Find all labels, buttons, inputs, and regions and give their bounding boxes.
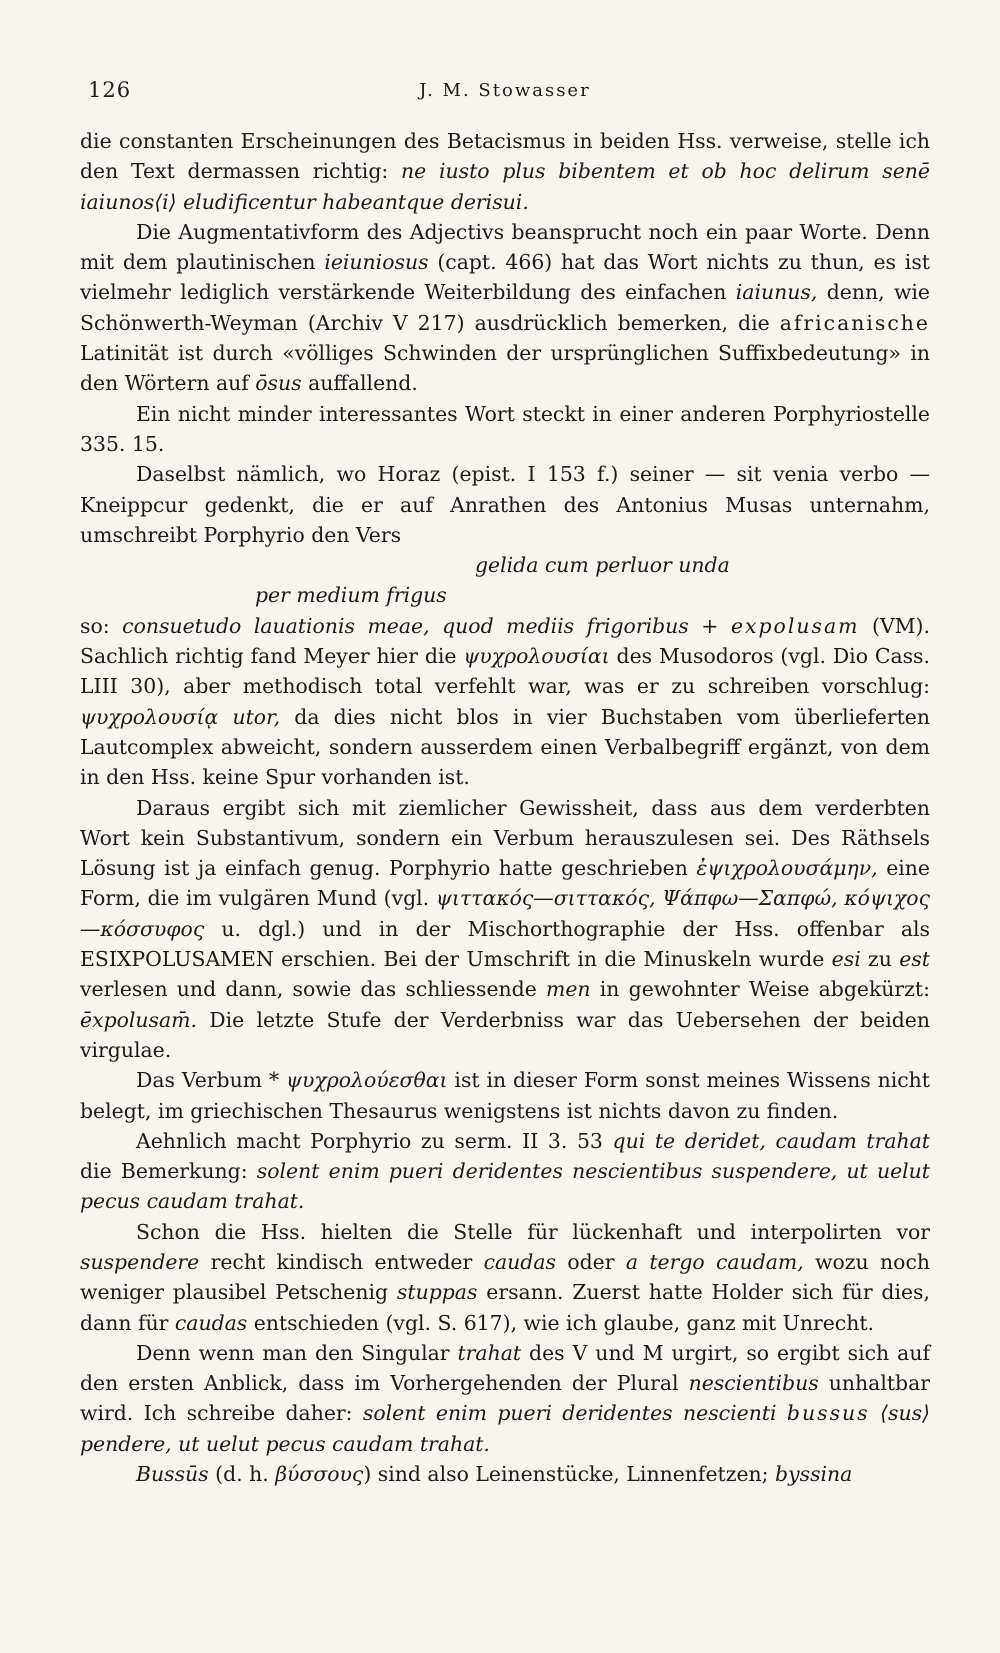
text-run: Latinität ist durch «völliges Schwinden der ursprünglichen Suffixbedeutung» in den Wörtern auf [80,341,930,396]
text-run: (capt. 466) hat das Wort nichts zu thun, es ist vielmehr lediglich verstärkende Weiterbildung des einfachen [80,250,930,305]
latin-word: trahat [457,1340,522,1365]
greek-word: ψυχρολουσίᾳ [80,704,219,729]
greek-word: ψυχρολούεσθαι [286,1068,448,1093]
latin-word: byssina [775,1462,853,1487]
text-run: eine Form, die im vulgären Mund (vgl. [80,856,930,911]
text-run: Die letzte Stufe der Verderbniss war das Uebersehen der beiden virgulae. [80,1007,930,1062]
body-text [80,126,930,1489]
latin-word: Bussūs [136,1462,209,1487]
text-run [218,705,232,729]
latin-word: esi [831,947,861,972]
latin-quote: solent enim pueri deridentes nescienti [362,1401,787,1426]
text-run: Daraus ergibt sich mit ziemlicher Gewissheit, dass aus dem verderbten Wort kein Substantivum, sondern ein Verbum herauszulesen sei. Des Räthsels Lösung ist ja einfach genug. Porphyrio hatte geschrieben [80,795,930,881]
latin-quote: ⟨sus⟩pendere, ut uelut pecus caudam trahat. [80,1401,930,1456]
latin-quote: ne iusto plus bibentem et ob hoc delirum senē iaiunos⟨i⟩ eludificentur habeantque derisui. [80,159,930,214]
spaced-word: bussus [786,1401,870,1426]
text-run: auffallend. [301,371,418,396]
text-run: (d. h. [208,1462,276,1487]
text-run: ) sind also Leinenstücke, Linnenfetzen; [363,1462,776,1487]
latin-word: stuppas [396,1280,478,1305]
text-run: recht kindisch entweder [199,1249,484,1274]
text-run: des V und M urgirt, so ergibt sich auf den ersten Anblick, dass im Vorhergehenden der Plural [80,1340,930,1396]
latin-word: nescientibus [688,1371,819,1396]
page-number: 126 [88,78,132,102]
latin-word: caudas [174,1310,248,1335]
latin-quote: qui te deridet, caudam trahat [612,1128,930,1153]
paragraph [80,1338,930,1459]
text-run: Das Verbum * [136,1068,287,1093]
greek-word: βύσσους [275,1462,364,1487]
latin-word: men [546,977,591,1002]
text-run: oder [555,1249,626,1274]
latin-word: a tergo caudam, [625,1249,804,1274]
text-run: in gewohnter Weise abgekürzt: [590,977,930,1002]
text-run: Aehnlich macht Porphyrio zu serm. II 3. 53 [136,1128,613,1153]
running-title: J. M. Stowasser [419,80,591,101]
spaced-word: expolusam [730,613,860,638]
text-run: Denn wenn man den Singular [136,1340,458,1365]
latin-word: caudas [483,1249,556,1274]
text-run: unhaltbar wird. Ich schreibe daher: [80,1371,930,1426]
paragraph [80,217,930,399]
paragraph [80,1126,930,1217]
latin-quote: solent enim pueri deridentes nescientibus suspendere, ut uelut pecus caudam trahat. [80,1159,930,1214]
paragraph [80,1065,930,1126]
latin-quote: consuetudo lauationis meae, quod mediis frigoribus [122,613,689,638]
verse-line: per medium frigus [255,583,447,608]
spaced-word: africanische [779,310,930,335]
text-run: entschieden (vgl. S. 617), wie ich glaube, ganz mit Unrecht. [247,1310,875,1335]
text-run: die Bemerkung: [80,1159,257,1184]
paragraph [80,126,930,217]
text-run: des Musodoros (vgl. Dio Cass. LIII 30), aber methodisch total verfehlt war, was er zu schreiben vorschlug: [80,644,931,699]
latin-word: iaiunus, [735,280,818,305]
greek-word: ψυχρολουσίαι [463,644,610,669]
latin-word: ōsus [255,371,302,396]
latin-word: suspendere [80,1249,200,1274]
text-run: denn, wie Schönwerth-Weyman (Archiv V 217) ausdrücklich bemerken, die [80,280,931,335]
latin-word: ieiuniosus [324,250,429,275]
paragraph: Ein nicht minder interessantes Wort steckt in einer anderen Porphyriostelle 335. 15. [80,401,930,456]
text-run: wozu noch weniger plausibel Petschenig [80,1249,930,1305]
latin-word: est [899,947,930,972]
text-run: ist in dieser Form sonst meines Wissens nicht belegt, im griechischen Thesaurus wenigstens ist nichts davon zu finden. [80,1068,930,1123]
latin-word: utor, [232,704,281,729]
paragraph [80,611,930,793]
paragraph [80,793,930,1066]
text-run: ersann. Zuerst hatte Holder sich für dies, dann für [80,1280,930,1335]
text-run: u. dgl.) und in der Mischorthographie der Hss. offenbar als ESIXPOLUSAMEN erschien. Bei der Umschrift in die Minuskeln wurde [80,916,930,972]
page-header [80,70,930,102]
paragraph [80,1217,930,1338]
text-run: da dies nicht blos in vier Buchstaben vom überlieferten Lautcomplex abweicht, sondern ausserdem einen Verbalbegriff ergänzt, von dem in den Hss. keine Spur vorhanden ist. [80,704,930,790]
verse-line: gelida cum perluor unda [475,553,730,578]
text-run: Schon die Hss. hielten die Stelle für lückenhaft und interpolirten vor [136,1219,930,1244]
paragraph [80,1459,930,1489]
text-run: (VM). Sachlich richtig fand Meyer hier die [80,613,930,669]
text-run: so: [80,613,123,638]
text-run: zu [860,947,900,972]
greek-word: ἐψιχρολουσάμην, [696,856,878,881]
text-run: verlesen und dann, sowie das schliessende [80,977,546,1002]
paragraph: Daselbst nämlich, wo Horaz (epist. I 153 f.) seiner — sit venia verbo — Kneippcur gedenkt, die er auf Anrathen des Antonius Musas unternahm, umschreibt Porphyrio den Vers [80,462,930,547]
latin-word: ē̄xpolusam̄. [80,1007,197,1032]
greek-word: ψιττακός—σιττακός, Ψάπφω—Σαπφώ, κόψιχος—κόσσυφος [80,886,930,941]
text-run: die constanten Erscheinungen des Betacismus in beiden Hss. verweise, stelle ich den Text dermassen richtig: [80,129,930,184]
crux-mark: + [688,613,731,638]
text-run: Die Augmentativform des Adjectivs beansprucht noch ein paar Worte. Denn mit dem plautinischen [80,219,930,275]
